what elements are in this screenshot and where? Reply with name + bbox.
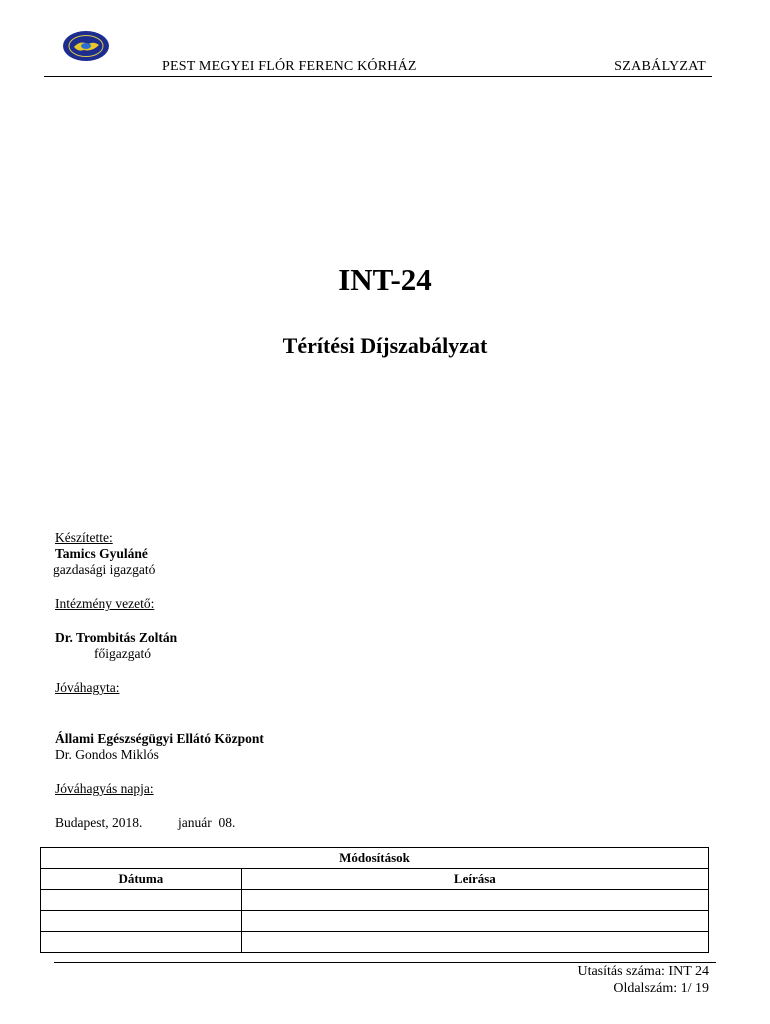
header-institution: PEST MEGYEI FLÓR FERENC KÓRHÁZ xyxy=(162,59,417,74)
table-cell xyxy=(241,911,708,932)
header-divider xyxy=(44,76,712,77)
approved-org: Állami Egészségügyi Ellátó Központ xyxy=(55,731,264,746)
footer-divider xyxy=(54,962,716,963)
table-row xyxy=(41,890,709,911)
approval-date-label: Jóváhagyás napja: xyxy=(55,781,154,796)
table-header-row xyxy=(41,869,709,890)
footer-doc-number: Utasítás száma: INT 24 xyxy=(577,964,709,979)
table-row xyxy=(41,911,709,932)
modifications-table xyxy=(40,847,709,953)
table-row xyxy=(41,932,709,953)
hospital-logo xyxy=(62,30,110,62)
document-code: INT-24 xyxy=(338,262,432,297)
modifications-title: Módosítások xyxy=(41,848,709,869)
approval-month-day: január 08. xyxy=(178,815,236,830)
approved-label: Jóváhagyta: xyxy=(55,680,120,695)
head-name: Dr. Trombitás Zoltán xyxy=(55,630,178,645)
prepared-label: Készítette: xyxy=(55,530,113,545)
approval-place-year: Budapest, 2018. xyxy=(55,815,143,830)
prepared-role: gazdasági igazgató xyxy=(53,562,156,577)
table-title-row xyxy=(41,848,709,869)
prepared-name: Tamics Gyuláné xyxy=(55,546,148,561)
head-label: Intézmény vezető: xyxy=(55,596,155,611)
table-cell xyxy=(241,932,708,953)
header-doc-type: SZABÁLYZAT xyxy=(614,59,706,74)
approved-name: Dr. Gondos Miklós xyxy=(55,747,159,762)
table-cell xyxy=(241,890,708,911)
table-cell xyxy=(41,932,242,953)
table-cell xyxy=(41,890,242,911)
head-role: főigazgató xyxy=(94,646,151,661)
table-cell xyxy=(41,911,242,932)
footer-page-number: Oldalszám: 1/ 19 xyxy=(613,981,709,996)
col-date-header: Dátuma xyxy=(41,869,242,890)
col-desc-header: Leírása xyxy=(241,869,708,890)
document-title: Térítési Díjszabályzat xyxy=(282,333,488,358)
